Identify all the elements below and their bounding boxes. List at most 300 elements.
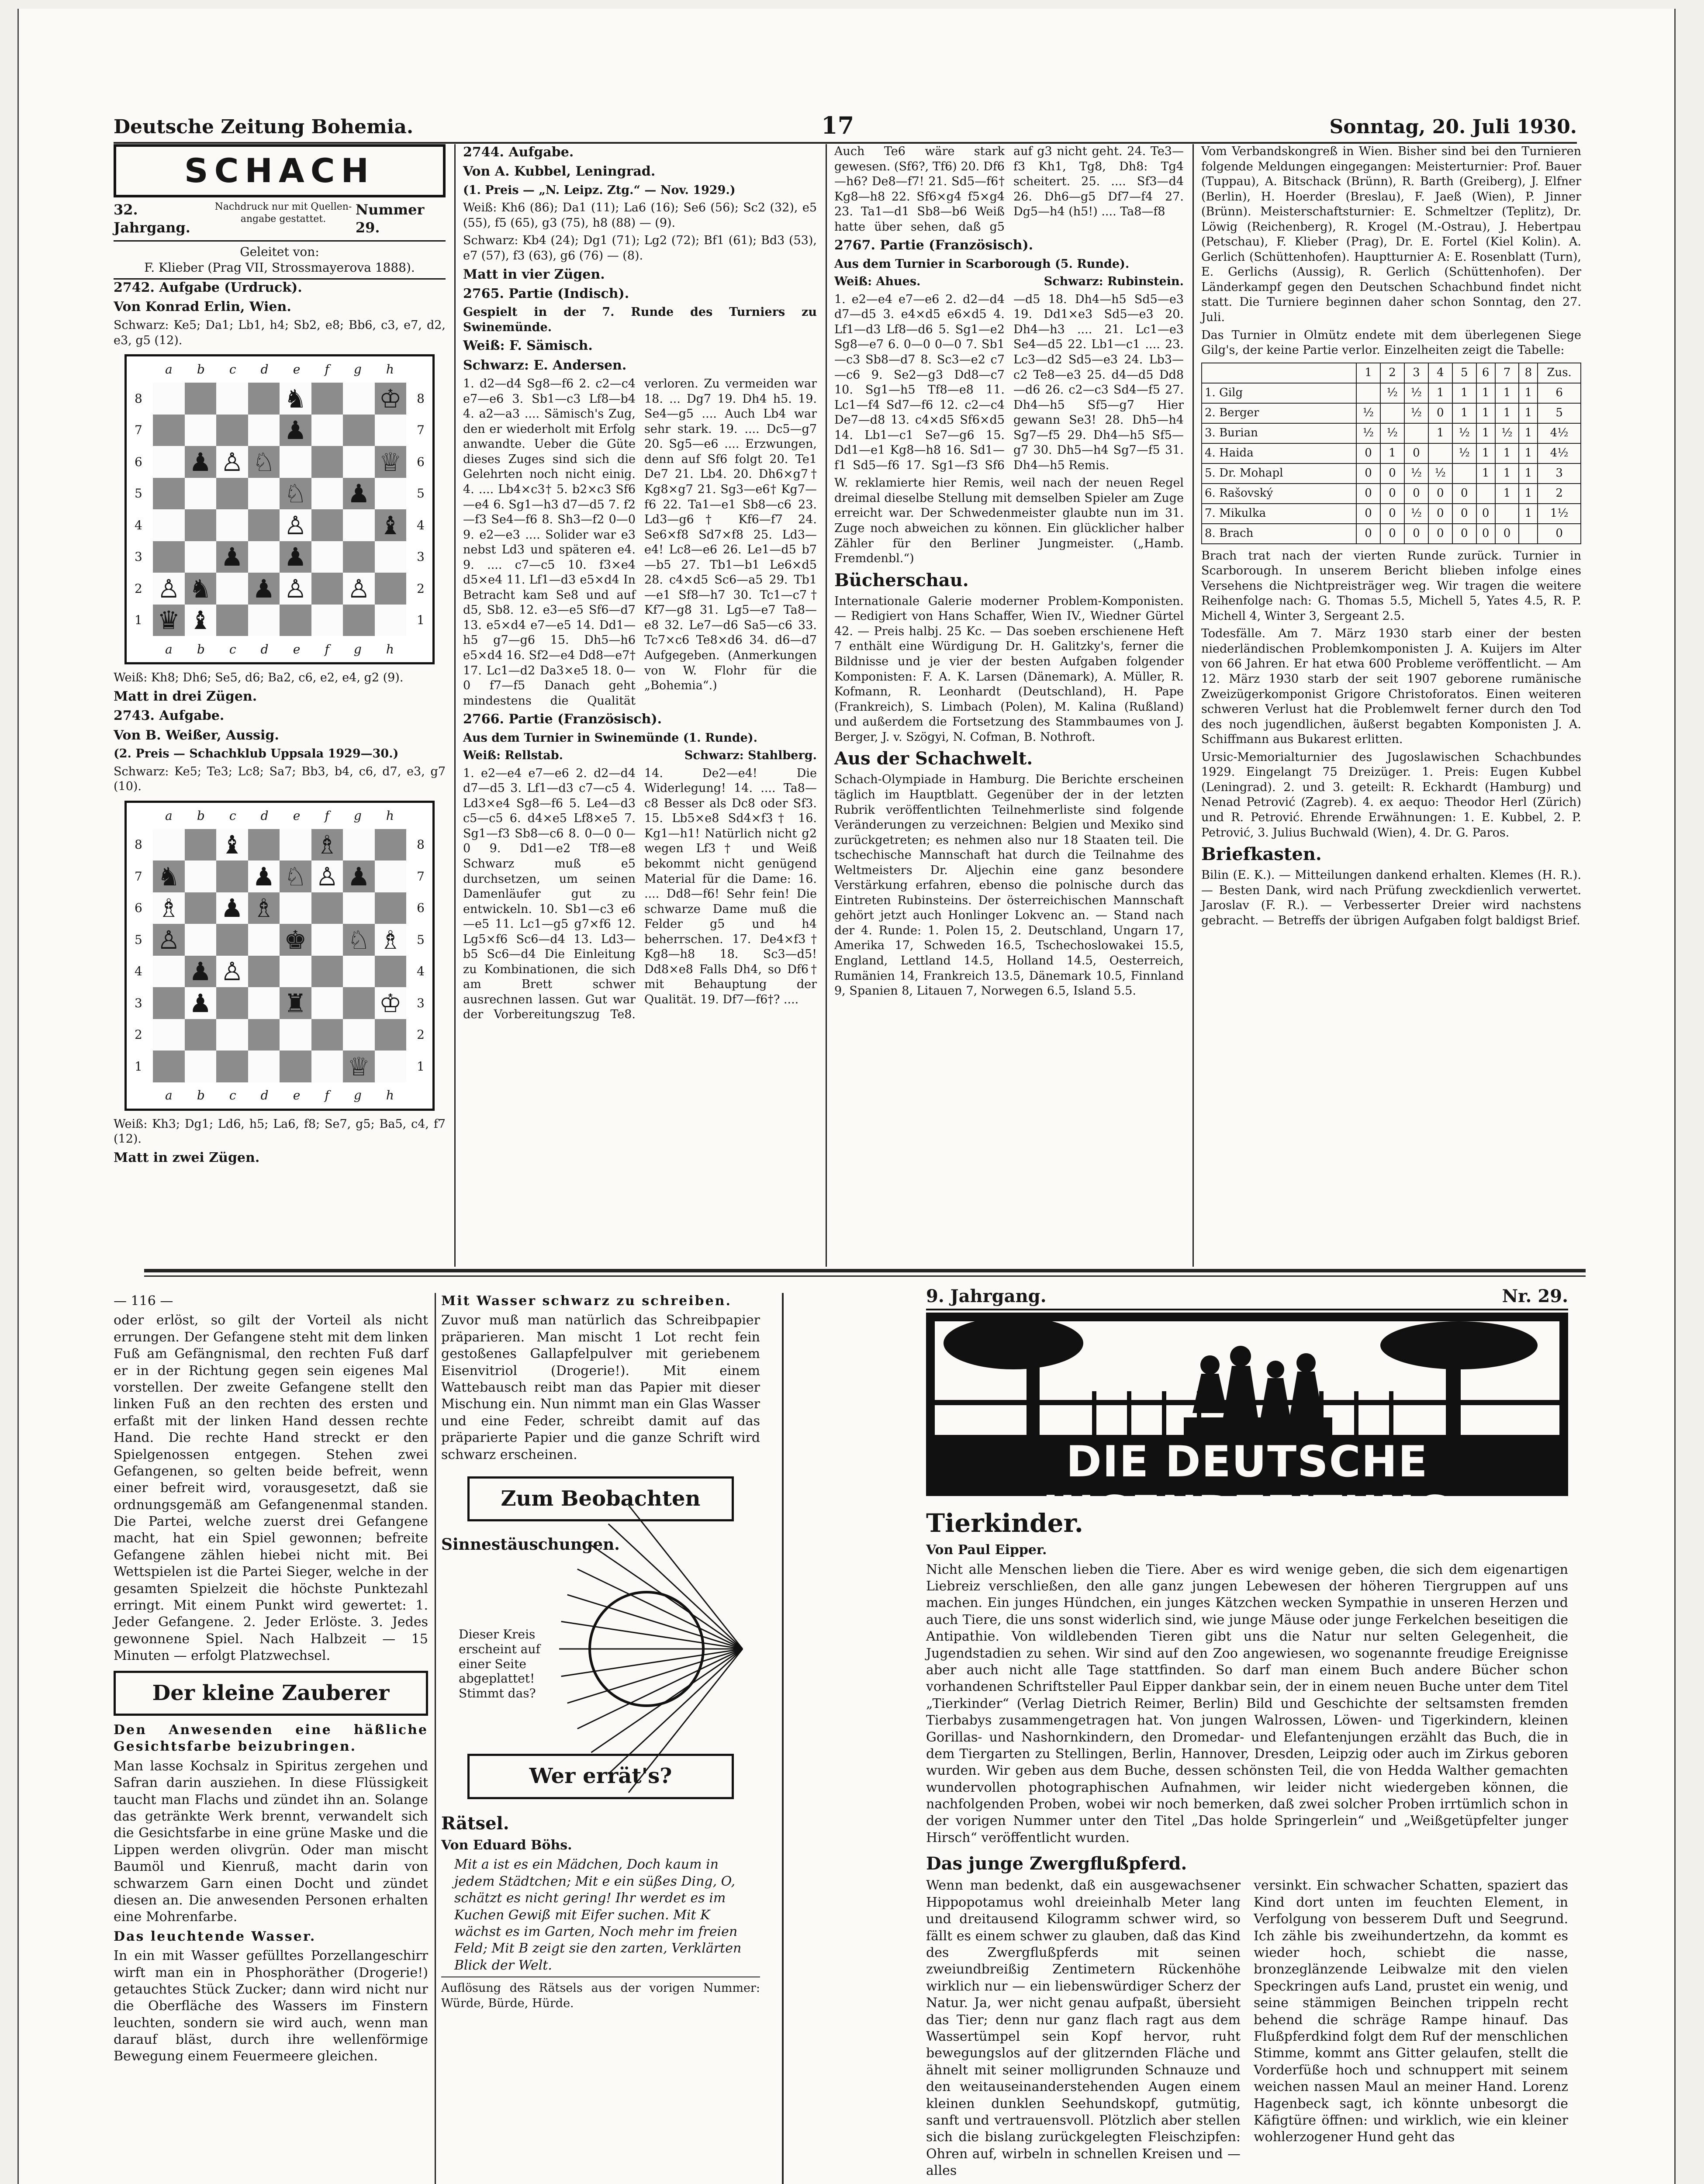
crosstable-cell: 0 <box>1538 524 1581 544</box>
board-rank-label: 8 <box>135 391 142 406</box>
crosstable-header-cell: 6 <box>1476 363 1495 383</box>
board-square <box>153 415 185 446</box>
board-square <box>216 509 248 541</box>
chess-piece-icon: ♕ <box>347 1051 370 1082</box>
schach-number: Nummer 29. <box>355 201 425 236</box>
crosstable-row <box>1202 524 1581 544</box>
board-rank-label: 8 <box>135 837 142 852</box>
illusion-ray <box>629 1505 743 1649</box>
board-square <box>248 987 280 1019</box>
board-square <box>343 987 375 1019</box>
crosstable-cell: 0 <box>1476 504 1495 524</box>
crosstable-row <box>1202 443 1581 463</box>
chess-piece-icon: ♛ <box>157 605 180 636</box>
board-file-label: a <box>165 362 173 377</box>
board-square <box>311 987 343 1019</box>
problem-3-author: Von A. Kubbel, Leningrad. <box>463 164 656 180</box>
crosstable-cell: 1 <box>1476 463 1495 484</box>
chess-piece-icon: ♘ <box>284 861 307 892</box>
crosstable-cell: 0 <box>1356 524 1380 544</box>
board-file-labels <box>153 362 406 377</box>
column-rule <box>1192 144 1194 1267</box>
crosstable-cell: 1 <box>1428 383 1452 403</box>
game-2-title: 2766. Partie (Französisch). <box>463 712 662 727</box>
board-square <box>216 860 248 892</box>
riddle-text: Mit a ist es ein Mädchen, Doch kaum in jedem Städtchen; Mit e ein süßes Ding, O, schätzt es nicht gering! Ihr werdet es im Kuchen Gewiß mit Eifer suchen. Mit K wächst es im Garten, Noch mehr im freien Feld; Mit B zeigt sie den zarten, Verklärten Blick der Welt. <box>454 1857 742 1973</box>
crosstable-cell: 3 <box>1538 463 1581 484</box>
board-file-label: d <box>260 362 269 377</box>
crosstable-cell: 1 <box>1452 383 1476 403</box>
crosstable-row <box>1202 504 1581 524</box>
crosstable-cell: ½ <box>1428 463 1452 484</box>
crosstable-cell: 5. Dr. Mohapl <box>1202 463 1356 484</box>
crosstable-cell: 1 <box>1452 403 1476 423</box>
problem-2-white: Weiß: Kh3; Dg1; Ld6, h5; La6, f8; Se7, g5; Ba5, c4, f7 (12). <box>114 1117 446 1146</box>
problem-1-author: Von Konrad Erlin, Wien. <box>114 299 291 314</box>
chess-piece-icon: ♟ <box>284 415 307 446</box>
board-square <box>311 1019 343 1051</box>
board-square <box>216 605 248 636</box>
board-square <box>153 987 185 1019</box>
board-square <box>311 383 343 415</box>
crosstable-row <box>1202 463 1581 484</box>
riddle-solution: Auflösung des Rätsels aus der vorigen Nummer: Würde, Bürde, Hürde. <box>441 1977 760 2011</box>
books-text: Internationale Galerie moderner Problem-Komponisten. — Redigiert von Hans Schaffer, Wien IV., Wiedner Gürtel 42. — Preis halbj. 25 Kc. — Das soeben erschienene Heft 7 enthält eine Würdigung Dr. H. Galitzky's, ferner die Bildnisse und je vier der besten Aufgaben folgender Komponisten: F. A. K. Larsen (Dänemark), A. Müller, R. Kofmann, R. Leonhardt (Deutschland), H. Pape (Frankreich), S. Limbach (Polen), M. Kalina (Rußland) und außerdem die Fortsetzung des Stammbaumes von J. Berger, J. v. Szögyi, N. Cofman, B. Nothroft. <box>834 594 1184 744</box>
board-square <box>375 541 407 573</box>
board-square <box>248 478 280 510</box>
game-2-moves: 1. e2—e4 e7—e6 2. d2—d4 d7—d5 3. Lf1—d3 c7—c5 4. Ld3×e4 Sg8—f6 5. Le4—d3 c5—c5 6. d4×e5 Lf8×e5 7. Sg1—f3 Sb8—c6 8. 0—0 0—0 9. Dd1—e2 Tf8—e8 Schwarz muß e5 durchsetzen, um seinen Damenläufer gut zu entwickeln. 10. Sb1—c3 e6—e5 11. Lc1—g5 g7×f6 12. Lg5×f6 Sc6—d4 13. Ld3—b5 Sc6—d4 Die Einleitung zu Kombinationen, die sich am Brett schwer ausrechnen lassen. Gut war der Vorbereitungszug Te8. 14. De2—e4! Die Widerlegung! 14. .... Ta8—c8 Besser als Dc8 oder Sf3. 15. Lb5×e8 Sd4×f3† 16. Kg1—h1! Natürlich nicht g2 wegen Lf3† und Weiß bekommt nicht genügend Material für die Dame: 16. .... Dd8—f6! Sehr fein! Die schwarze Dame muß die Felder g5 und h4 beherrschen. 17. De4×f3† Kg8—h8 18. Sc3—d5! Dd8×e8 Falls Dh4, so Df6† mit Behauptung der Qualität. 19. Df7—f6†? .... <box>463 766 817 1022</box>
chess-piece-icon: ♙ <box>347 574 370 604</box>
board-rank-label: 1 <box>417 1059 425 1074</box>
books-title: Bücherschau. <box>834 570 969 591</box>
board-square <box>248 605 280 636</box>
board-square <box>343 383 375 415</box>
memorial-text: Ursic-Memorialturnier des Jugoslawischen Schachbundes 1929. Eingelangt 75 Dreizüger. 1. Preis: Eugen Kubbel (Leningrad). 2. und 3. geteilt: R. Eckhardt (Hamburg) und Nenad Petrović (Zagreb). 4. ex aequo: Theodor Herl (Zürich) und R. Petrović. Ehrende Erwähnungen: 1. E. Kubbel, 2. P. Petrović, 3. Julius Buchwald (Wien), 4. Dr. G. Paros. <box>1201 750 1581 840</box>
board-square <box>153 956 185 988</box>
crosstable-cell: 0 <box>1380 524 1404 544</box>
game-2-continued: Auch Te6 wäre stark gewesen. (Sf6?, Tf6) 20. Df6—h6? De8—f7! 21. Sd5—f6† Kg8—h8 22. Sf6×g4 f5×g4 23. Ta1—d1 Sb8—b6 Weiß hatte über sehen, daß g5 auf g3 nicht geht. 24. Te3—f3 Kh1, Tg8, Dh8: Tg4 scheitert. 25. .... Sf3—d4 26. Dh6—g5 Df7—f4 27. Dg5—h4 (h5!) .... Ta8—f8 <box>834 145 1184 234</box>
board-square <box>153 829 185 861</box>
world-text: Schach-Olympiade in Hamburg. Die Berichte erscheinen täglich im Hauptblatt. Gegenüber der in der letzten Rubrik veröffentlichten Teilnehmerliste sind folgende Veränderungen zu verzeichnen: Belgien und Mexiko sind zurückgetreten; es nehmen also nur 18 Staaten teil. Die tschechische Mannschaft hat durch die Teilnahme des Weltmeisters Dr. Aljechin eine ganz besondere Verstärkung erfahren, ebenso die polnische durch das Eintreten Rubinsteins. Der österreichischen Mannschaft gehört jetzt auch Honlinger Lokvenc an. — Stand nach der 4. Runde: 1. Polen 15, 2. Deutschland, Ungarn 17, Amerika 17, Schweden 16.5, Tschechoslowakei 15.5, England, Lettland 14.5, Holland 14.5, Oesterreich, Rumänien 14, Frankreich 13.5, Dänemark 10.5, Finnland 9, Spanien 8, Litauen 7, Norwegen 6.5, Island 5.5. <box>834 773 1184 998</box>
board-square <box>185 892 217 924</box>
problem-2-black: Schwarz: Ke5; Te3; Lc8; Sa7; Bb3, b4, c6, d7, e3, g7 (10). <box>114 764 446 794</box>
schach-editor <box>114 242 446 280</box>
board-square <box>248 1019 280 1051</box>
board-file-label: f <box>325 362 329 377</box>
crosstable-header-row <box>1202 363 1581 383</box>
observe-title-box: Zum Beobachten <box>467 1476 734 1521</box>
chess-piece-icon: ♝ <box>189 605 212 636</box>
magic-subtitle-2: Das leuchtende Wasser. <box>114 1928 316 1944</box>
problem-3-prize: (1. Preis — „N. Leipz. Ztg.“ — Nov. 1929.) <box>463 183 736 197</box>
board-square <box>216 987 248 1019</box>
crosstable-cell: 1. Gilg <box>1202 383 1356 403</box>
board-square <box>185 478 217 510</box>
board-rank-label: 4 <box>135 518 142 532</box>
crosstable-cell: 4½ <box>1538 423 1581 443</box>
header-paper-name: Deutsche Zeitung Bohemia. <box>114 116 414 138</box>
board-rank-label: 6 <box>135 454 142 469</box>
magic-text-2: In ein mit Wasser gefülltes Porzellangeschirr wirft man ein in Phosphoräther (Drogerie!) getauchtes Stück Zucker; dann wird nicht nur die Oberfläche des Wassers im Finstern leuchten, sondern sie wird auch, wenn man darauf bläst, durch ihre wellenförmige Bewegung einem Feuermeere gleichen. <box>114 1948 428 2064</box>
board-file-label: h <box>386 1088 394 1102</box>
chess-diagram-1 <box>124 354 435 664</box>
board-rank-label: 5 <box>135 932 142 947</box>
board-square <box>375 415 407 446</box>
crosstable-cell: ½ <box>1356 403 1380 423</box>
crosstable-cell: 0 <box>1452 484 1476 504</box>
game-2-players <box>463 748 817 764</box>
crosstable-cell: ½ <box>1404 504 1428 524</box>
board-square <box>185 924 217 956</box>
board-rank-label: 3 <box>135 549 142 564</box>
board-file-label: d <box>260 642 269 657</box>
board-square <box>343 956 375 988</box>
schach-editor-name: F. Klieber (Prag VII, Strossmayerova 1888). <box>144 260 415 275</box>
chess-piece-icon: ♞ <box>189 574 212 604</box>
board-rank-label: 7 <box>417 423 425 438</box>
board-rank-label: 6 <box>417 454 425 469</box>
crosstable-cell: ½ <box>1380 423 1404 443</box>
board-square <box>280 829 311 861</box>
chess-piece-icon: ♟ <box>189 988 212 1018</box>
board-file-label: e <box>293 642 301 657</box>
game-2-black: Schwarz: Stahlberg. <box>684 749 817 763</box>
chess-piece-icon: ♟ <box>221 893 244 923</box>
crosstable-cell <box>1404 423 1428 443</box>
board-file-label: e <box>293 808 301 823</box>
board-file-label: f <box>325 642 329 657</box>
youth-number: Nr. 29. <box>1502 1286 1568 1306</box>
board-square <box>185 509 217 541</box>
scarborough-text: Brach trat nach der vierten Runde zurück. Turnier in Scarborough. In unserem Bericht blieben infolge eines Versehens die Nichtpreisträger weg. Wir tragen die weitere Reihenfolge nach: G. Thomas 5.5, Michell 5, Yates 4.5, R. P. Michell 4, Winter 3, Sergeant 2.5. <box>1201 549 1581 623</box>
board-square <box>280 892 311 924</box>
board-file-label: h <box>386 808 394 823</box>
crosstable-cell: 1 <box>1495 383 1519 403</box>
problem-3-white: Weiß: Kh6 (86); Da1 (11); La6 (16); Se6 (56); Sc2 (32), e5 (55), f5 (65), g3 (75), h8 (88) — (9). <box>463 201 817 230</box>
crosstable-cell: 0 <box>1356 443 1380 463</box>
chess-piece-icon: ♗ <box>379 925 402 955</box>
board-square <box>248 956 280 988</box>
column-rule <box>826 144 827 1267</box>
board-rank-label: 2 <box>135 1027 142 1042</box>
board-rank-label: 3 <box>417 549 425 564</box>
crosstable-header-cell: 4 <box>1428 363 1452 383</box>
game-1-black: Schwarz: E. Andersen. <box>463 357 627 373</box>
board-rank-labels <box>135 383 142 636</box>
crosstable-row <box>1202 484 1581 504</box>
crosstable-cell: ½ <box>1404 463 1428 484</box>
crosstable-cell: ½ <box>1404 383 1428 403</box>
board-square <box>375 892 407 924</box>
crosstable-header-cell: 7 <box>1495 363 1519 383</box>
game-2-subtitle: Aus dem Turnier in Swinemünde (1. Runde). <box>463 731 758 745</box>
game-3-title: 2767. Partie (Französisch). <box>834 238 1033 253</box>
article-two-columns <box>926 1877 1568 2182</box>
crosstable-cell: 1 <box>1519 403 1538 423</box>
page-116-number: — 116 — <box>114 1293 173 1309</box>
board-rank-label: 1 <box>135 613 142 628</box>
problem-2-author: Von B. Weißer, Aussig. <box>114 727 279 743</box>
crosstable-cell: 7. Mikulka <box>1202 504 1356 524</box>
crosstable-cell: 2 <box>1538 484 1581 504</box>
crosstable-cell: 1 <box>1519 484 1538 504</box>
crosstable-cell: ½ <box>1495 423 1519 443</box>
board-square <box>248 924 280 956</box>
game-3-moves: 1. e2—e4 e7—e6 2. d2—d4 d7—d5 3. e4×d5 e6×d5 4. Lf1—d3 Lf8—d6 5. Sg1—e2 Sg8—e7 6. 0—0 0—0 7. Sb1—c3 Sb8—d7 8. Sc3—e2 c7—c6 9. Se2—g3 Dd8—c7 10. Sg1—h5 Tf8—e8 11. Lc1—f4 Sd7—f6 12. c2—c4 De7—d8 13. c4×d5 Sf6×d5 14. Lb1—c1 Se7—g6 15. Dd1—e1 Kg8—h8 16. Sd1—f1 Sd5—f6 17. Sg1—f3 Sf6—d5 18. Dh4—h5 Sd5—e3 19. Dd1×e3 Sd5—e3 20. Dh4—h3 .... 21. Lc1—e3 Se4—d5 22. Lb1—c1 .... 23. Lc3—d2 Sd5—e3 24. Lb3—c2 Te8—e3 25. d4—d5 Dd8—d6 26. c2—c3 Sd4—f5 27. Dh4—h5 Sf5—g7 Hier gewann Se3! 28. Dh5—h4 Sg7—f5 29. Dh4—h5 Sf5—g7 30. Dh5—h4 Sg7—f5 31. Dh4—h5 Remis. <box>834 292 1184 472</box>
board-square <box>153 383 185 415</box>
board-square <box>216 1019 248 1051</box>
crosstable-header-cell: 2 <box>1380 363 1404 383</box>
board-square <box>216 415 248 446</box>
world-title: Aus der Schachwelt. <box>834 748 1033 769</box>
board-rank-label: 2 <box>417 1027 425 1042</box>
obituary-text: Todesfälle. Am 7. März 1930 starb einer der besten niederländischen Problemkomponisten J. A. Kuijers im Alter von 66 Jahren. Er hat etwa 600 Probleme veröffentlicht. — Am 12. März 1930 starb der seit 1907 geborene rumänische Zweizügerkomponist Grigore Christoforatos. Einen weiteren schweren Verlust hat die Problemwelt ferner durch den Tod des noch jugendlichen, äußerst begabten Komponisten J. A. Schiffmann aus Bukarest erlitten. <box>1201 627 1581 746</box>
crosstable-cell: ½ <box>1356 423 1380 443</box>
header-page-number: 17 <box>821 111 854 139</box>
board-rank-label: 5 <box>417 932 425 947</box>
crosstable-cell: 1 <box>1519 443 1538 463</box>
chess-column-4 <box>1201 144 1581 1267</box>
board-square <box>311 1051 343 1082</box>
crosstable-cell <box>1428 443 1452 463</box>
crosstable-cell: 1 <box>1519 504 1538 524</box>
letters-text: Bilin (E. K.). — Mitteilungen dankend erhalten. Klemes (H. R.). — Besten Dank, wird nach Prüfung zweckdienlich verwertet. Jaroslav (F. R.). — Verbesserter Dreier wird nachstens gebracht. — Betreffs der übrigen Aufgaben folgt baldigst Brief. <box>1201 868 1581 927</box>
crosstable-cell: 1 <box>1476 383 1495 403</box>
chess-piece-icon: ♜ <box>284 988 307 1018</box>
crosstable-cell: 6. Rašovský <box>1202 484 1356 504</box>
board-square <box>375 1019 407 1051</box>
chess-piece-icon: ♕ <box>379 447 402 477</box>
game-3-white: Weiß: Ahues. <box>834 275 921 289</box>
chess-piece-icon: ♙ <box>221 957 244 987</box>
chess-piece-icon: ♙ <box>284 510 307 540</box>
chess-piece-icon: ♟ <box>252 574 275 604</box>
board-rank-label: 4 <box>135 964 142 979</box>
problem-1-black: Schwarz: Ke5; Da1; Lb1, h4; Sb2, e8; Bb6, c3, e7, d2, e3, g5 (12). <box>114 318 446 347</box>
board-square <box>280 446 311 478</box>
chess-piece-icon: ♙ <box>157 925 180 955</box>
crosstable-cell: 6 <box>1538 383 1581 403</box>
board-file-labels <box>153 808 406 824</box>
crosstable-cell: 0 <box>1380 484 1404 504</box>
article-subtitle: Das junge Zwergflußpferd. <box>926 1853 1187 1874</box>
chess-piece-icon: ♙ <box>221 447 244 477</box>
board-square <box>375 860 407 892</box>
board-rank-label: 6 <box>135 901 142 916</box>
schach-geleitet: Geleitet von: <box>240 244 319 259</box>
board-square <box>216 478 248 510</box>
board-square <box>185 829 217 861</box>
problem-3-title: 2744. Aufgabe. <box>463 145 574 160</box>
chess-piece-icon: ♔ <box>379 988 402 1018</box>
board-square <box>153 1051 185 1082</box>
riddle-title-box: Wer errät's? <box>467 1754 734 1799</box>
board-square <box>375 478 407 510</box>
board-square <box>375 1051 407 1082</box>
board-rank-label: 4 <box>417 964 425 979</box>
game-3-black: Schwarz: Rubinstein. <box>1044 275 1184 289</box>
problem-2-prize: (2. Preis — Schachklub Uppsala 1929—30.) <box>114 747 399 761</box>
problem-1-stipulation: Matt in drei Zügen. <box>114 688 257 704</box>
board-square <box>280 605 311 636</box>
schach-meta <box>114 201 446 242</box>
board-square <box>280 1051 311 1082</box>
board-square <box>153 1019 185 1051</box>
article-sub-right: versinkt. Ein schwacher Schatten, spaziert das Kind dort unten im feuchten Element, in Verfolgung von besserem Duft und Seegrund. Ich zähle bis zweihundertzehn, da kommt es wieder hoch, schiebt die nasse, bronzeglänzende Leibwalze mit den vielen Speckringen aufs Land, prustet ein wenig, und seine stämmigen Beinchen trippeln recht behend die schräge Rampe hinauf. Das Flußpferdkind folgt dem Ruf der menschlichen Stimme, kommt ans Gitter gelaufen, stellt die Vorderfüße hoch und schnuppert mit seinem weichen nassen Maul an meiner Hand. Lorenz Hagenbeck sagt, ich könnte unbesorgt die Käfigtüre öffnen: und wirklich, wie ein kleiner wohlerzogener Hund geht das <box>1254 1878 1568 2145</box>
board-square <box>216 573 248 605</box>
youth-jahrgang: 9. Jahrgang. <box>926 1286 1047 1306</box>
board-rank-label: 7 <box>135 423 142 438</box>
crosstable-cell: 1 <box>1495 443 1519 463</box>
crosstable-cell: 1 <box>1476 423 1495 443</box>
crosstable-cell: 1 <box>1495 463 1519 484</box>
crosstable-cell <box>1380 403 1404 423</box>
game-2-white: Weiß: Rellstab. <box>463 749 563 763</box>
chess-piece-icon: ♝ <box>221 830 244 860</box>
riddle-title: Rätsel. <box>441 1813 509 1834</box>
page-gutter <box>782 1293 784 2184</box>
chess-column-1 <box>114 144 446 1267</box>
banner-title: DIE DEUTSCHE JUGENDZEITUNG <box>1042 1437 1452 1537</box>
game-1-white: Weiß: F. Sämisch. <box>463 338 593 354</box>
board-rank-label: 8 <box>417 391 425 406</box>
board-file-label: b <box>197 1088 205 1102</box>
board-square <box>343 541 375 573</box>
crosstable-cell <box>1495 504 1519 524</box>
chess-piece-icon: ♗ <box>315 830 339 860</box>
board-rank-label: 1 <box>417 613 425 628</box>
chess-diagram-2 <box>124 801 435 1111</box>
crosstable-cell: 4. Haida <box>1202 443 1356 463</box>
board-square <box>311 509 343 541</box>
crosstable-cell: 1 <box>1476 403 1495 423</box>
crosstable-cell: 0 <box>1495 524 1519 544</box>
chess-piece-icon: ♙ <box>284 574 307 604</box>
board-file-label: a <box>165 808 173 823</box>
crosstable-cell: 1 <box>1519 383 1538 403</box>
board-square <box>375 829 407 861</box>
crosstable-cell: 0 <box>1380 504 1404 524</box>
chess-piece-icon: ♗ <box>252 893 275 923</box>
crosstable-cell: 1 <box>1519 423 1538 443</box>
schach-jahrgang: 32. Jahrgang. <box>114 201 190 236</box>
article-author: Von Paul Eipper. <box>926 1542 1047 1558</box>
magic-subtitle-1: Den Anwesenden eine häßliche Gesichtsfarbe beizubringen. <box>114 1722 428 1755</box>
board-file-label: c <box>229 808 236 823</box>
chess-piece-icon: ♟ <box>189 957 212 987</box>
crosstable-header-cell: 3 <box>1404 363 1428 383</box>
crosstable-cell: 0 <box>1404 443 1428 463</box>
chess-piece-icon: ♚ <box>284 925 307 955</box>
board-file-label: b <box>197 808 205 823</box>
board-rank-label: 7 <box>135 869 142 884</box>
crosstable-cell <box>1452 463 1476 484</box>
crosstable-cell: ½ <box>1404 403 1428 423</box>
board-square <box>153 509 185 541</box>
board-square <box>311 446 343 478</box>
chess-column-2 <box>463 144 817 1267</box>
youth-masthead-line <box>926 1284 1568 1310</box>
board-square <box>248 829 280 861</box>
chess-piece-icon: ♔ <box>379 384 402 414</box>
magic-text-1: Man lasse Kochsalz in Spiritus zergehen und Safran darin ausziehen. In diese Flüssigkeit taucht man Flachs und zündet ihn an. Solange das getränkte Werk brennt, verwandelt sich die Gesichtsfarbe in eine grüne Maske und die Lippen werden olivgrün. Oder man mischt Baumöl und Kienruß, macht darin von schwarzem Garn einen Docht und zündet diesen an. Die anwesenden Personen erhalten eine Mohrenfarbe. <box>114 1758 428 1925</box>
crosstable-cell: 1 <box>1519 463 1538 484</box>
crosstable-cell: 0 <box>1476 524 1495 544</box>
illusion-caption: Dieser Kreis erscheint auf einer Seite abgeplattet! Stimmt das? <box>459 1627 540 1700</box>
crosstable-cell: 5 <box>1538 403 1581 423</box>
crosstable-header-cell: 8 <box>1519 363 1538 383</box>
crosstable-cell <box>1519 524 1538 544</box>
board-square <box>153 541 185 573</box>
crosstable-row <box>1202 423 1581 443</box>
board-square <box>311 573 343 605</box>
problem-1-white: Weiß: Kh8; Dh6; Se5, d6; Ba2, c6, e2, e4, g2 (9). <box>114 671 404 685</box>
board-file-label: f <box>325 808 329 823</box>
chess-piece-icon: ♟ <box>284 542 307 572</box>
riddle-author: Von Eduard Böhs. <box>441 1838 572 1853</box>
board-rank-label: 2 <box>417 581 425 596</box>
ink-text: Zuvor muß man natürlich das Schreibpapier präparieren. Man mischt 1 Lot recht fein gestoßenes Gallapfelpulver mit geriebenem Eisenvitriol (Drogerie!). Mit einem Wattebausch reibt man das Papier mit dieser Mischung ein. Nun nimmt man ein Glas Wasser und eine Feder, schreibt damit auf das präparierte Papier und die ganze Schrift wird schwarz erscheinen. <box>441 1313 760 1462</box>
board-rank-label: 4 <box>417 518 425 532</box>
board-file-label: c <box>229 642 236 657</box>
board-square <box>343 446 375 478</box>
board-square <box>311 956 343 988</box>
crosstable-cell: 4½ <box>1538 443 1581 463</box>
crosstable-cell: 0 <box>1452 524 1476 544</box>
board-square <box>185 383 217 415</box>
board-rank-labels <box>135 829 142 1082</box>
board-square <box>375 605 407 636</box>
chess-piece-icon: ♙ <box>157 574 180 604</box>
board-square <box>248 541 280 573</box>
chess-column-3 <box>834 144 1184 1267</box>
column-rule <box>435 1293 436 2184</box>
board-file-label: g <box>353 642 362 657</box>
board-square <box>375 956 407 988</box>
board-square <box>343 829 375 861</box>
crosstable-row <box>1202 403 1581 423</box>
board-square <box>185 1051 217 1082</box>
crosstable-cell: 0 <box>1380 463 1404 484</box>
crosstable-cell: 0 <box>1404 484 1428 504</box>
game-3-comment: W. reklamierte hier Remis, weil nach der neuen Regel dreimal dieselbe Stellung mit demselben Spieler am Zuge erreicht war. Der Schwedenmeister glaubte nun im 31. Zuge noch abweichen zu können. Ein glücklicher halber Zähler für den Berliner Jungmeister. („Hamb. Fremdenbl.“) <box>834 476 1184 566</box>
article-sub-left: Wenn man bedenkt, daß ein ausgewachsener Hippopotamus wohl dreieinhalb Meter lang und dreitausend Kilogramm schwer wird, so fällt es einem schwer zu glauben, daß das Kind des Zwergflußpferds mit seinen zweiundbreißig Zentimetern Rückenhöhe wirklich nur — ein liebenswürdiger Scherz der Natur. Ja, wer nicht genau aufpaßt, übersieht das Tier; denn nur ganz flach ragt aus dem Wassertümpel sein Kopf hervor, ruht bewegungslos auf der glitzernden Fläche und ähnelt mit seiner molligrunden Schnauze und den weitauseinanderstehenden Augen einem kleinen dunklen Seehundskopf, gutmütig, sanft und vertrauensvoll. Plötzlich aber stellen sich die bislang zurückgelegten Fleischzipfen: Ohren auf, wirbeln in schnellen Kreisen und — alles <box>926 1878 1241 2179</box>
chess-piece-icon: ♗ <box>157 893 180 923</box>
crosstable-cell <box>1476 484 1495 504</box>
article-text: Nicht alle Menschen lieben die Tiere. Aber es wird wenige geben, die sich dem eigenartigen Liebreiz verschließen, den alle ganz jungen Lebewesen der höheren Tiergruppen auf uns machen. Ein junges Hündchen, ein junges Kätzchen wecken Sympathie in unseren Herzen und auch Tiere, die uns sonst widerlich sind, wie junge Mäuse oder junge Ferkelchen beseitigen die Antipathie. Von wildlebenden Tieren gibt uns die Natur nur selten Gelegenheit, die Jugendstadien zu sehen. Wir sind auf den Zoo angewiesen, wo sogenannte freudige Ereignisse aber auch nicht alle Tage stattfinden. So darf man einem Buch andere Bücher schon vorhandenen Schriftsteller Paul Eipper dankbar sein, der in einem neuen Buche unter dem Titel „Tierkinder“ (Verlag Dietrich Reimer, Berlin) Bild und Geschichte der seltsamsten fremden Tierbabys zusammengetragen hat. Von jungen Walrossen, Löwen- und Tigerkindern, kleinen Gorillas- und Nashornkindern, den Dromedar- und Elefantenjungen erzählt das Buch, die in dem Tiergarten zu Stellingen, Berlin, Hannover, Dresden, Leipzig oder auch im Zirkus geboren wurden. Wir geben aus dem Buche, dessen schönsten Teil, die von Hedda Walther gemachten wundervollen photographischen Aufnahmen, wir leider nicht wiedergeben können, die nachfolgenden Proben, wobei wir noch bemerken, daß zwei solcher Proben irrtümlich schon in der vorigen Nummer unter den Titel „Das holde Springerlein“ und „Weißgetüpfelter junger Hirsch“ veröffentlicht wurden. <box>926 1562 1568 1845</box>
crosstable <box>1201 363 1581 544</box>
youth-page-col-1 <box>114 1293 428 2184</box>
schach-notice: Nachdruck nur mit Quellen-angabe gestattet. <box>214 201 352 225</box>
chess-piece-icon: ♟ <box>221 542 244 572</box>
board-square <box>311 892 343 924</box>
illusion-ray <box>567 1595 743 1649</box>
crosstable-cell: 0 <box>1428 403 1452 423</box>
board-square <box>280 956 311 988</box>
congress-text: Vom Verbandskongreß in Wien. Bisher sind bei den Turnieren folgende Meldungen eingegangen: Meisterturnier: Prof. Bauer (Tuppau), A. Bitschack (Brünn), R. Barth (Greiberg), J. Elfner (Berlin), H. Hoerder (Breslau), F. Jaeß (Wien), P. Jinner (Brünn). Meisterschaftsturnier: E. Schmeltzer (Teplitz), Dr. Löwig (Reichenberg), R. Krogel (M.-Ostrau), J. Hebertpau (Petschau), F. Klieber (Prag), Dr. E. Fortel (Kiel Kolin). A. Gerlich (Schüttenhofen). Hauptturnier A: E. Rosenblatt (Turn), E. Gerlichs (Aussig), R. Gerlich (Schüttenhofen). Der Länderkampf gegen den Deutschen Schachbund findet nicht statt. Die Turniere beginnen daher schon Sonntag, den 27. Juli. <box>1201 145 1581 325</box>
crosstable-cell: ½ <box>1452 423 1476 443</box>
board-square <box>248 415 280 446</box>
crosstable-row <box>1202 383 1581 403</box>
column-rule <box>454 144 456 1267</box>
illusion-ray <box>567 1649 743 1703</box>
running-head <box>114 111 1577 144</box>
board-file-labels <box>153 1088 406 1103</box>
chess-piece-icon: ♘ <box>284 479 307 509</box>
crosstable-header-cell <box>1202 363 1356 383</box>
problem-1-title: 2742. Aufgabe (Urdruck). <box>114 280 302 295</box>
crosstable-header-cell: 5 <box>1452 363 1476 383</box>
